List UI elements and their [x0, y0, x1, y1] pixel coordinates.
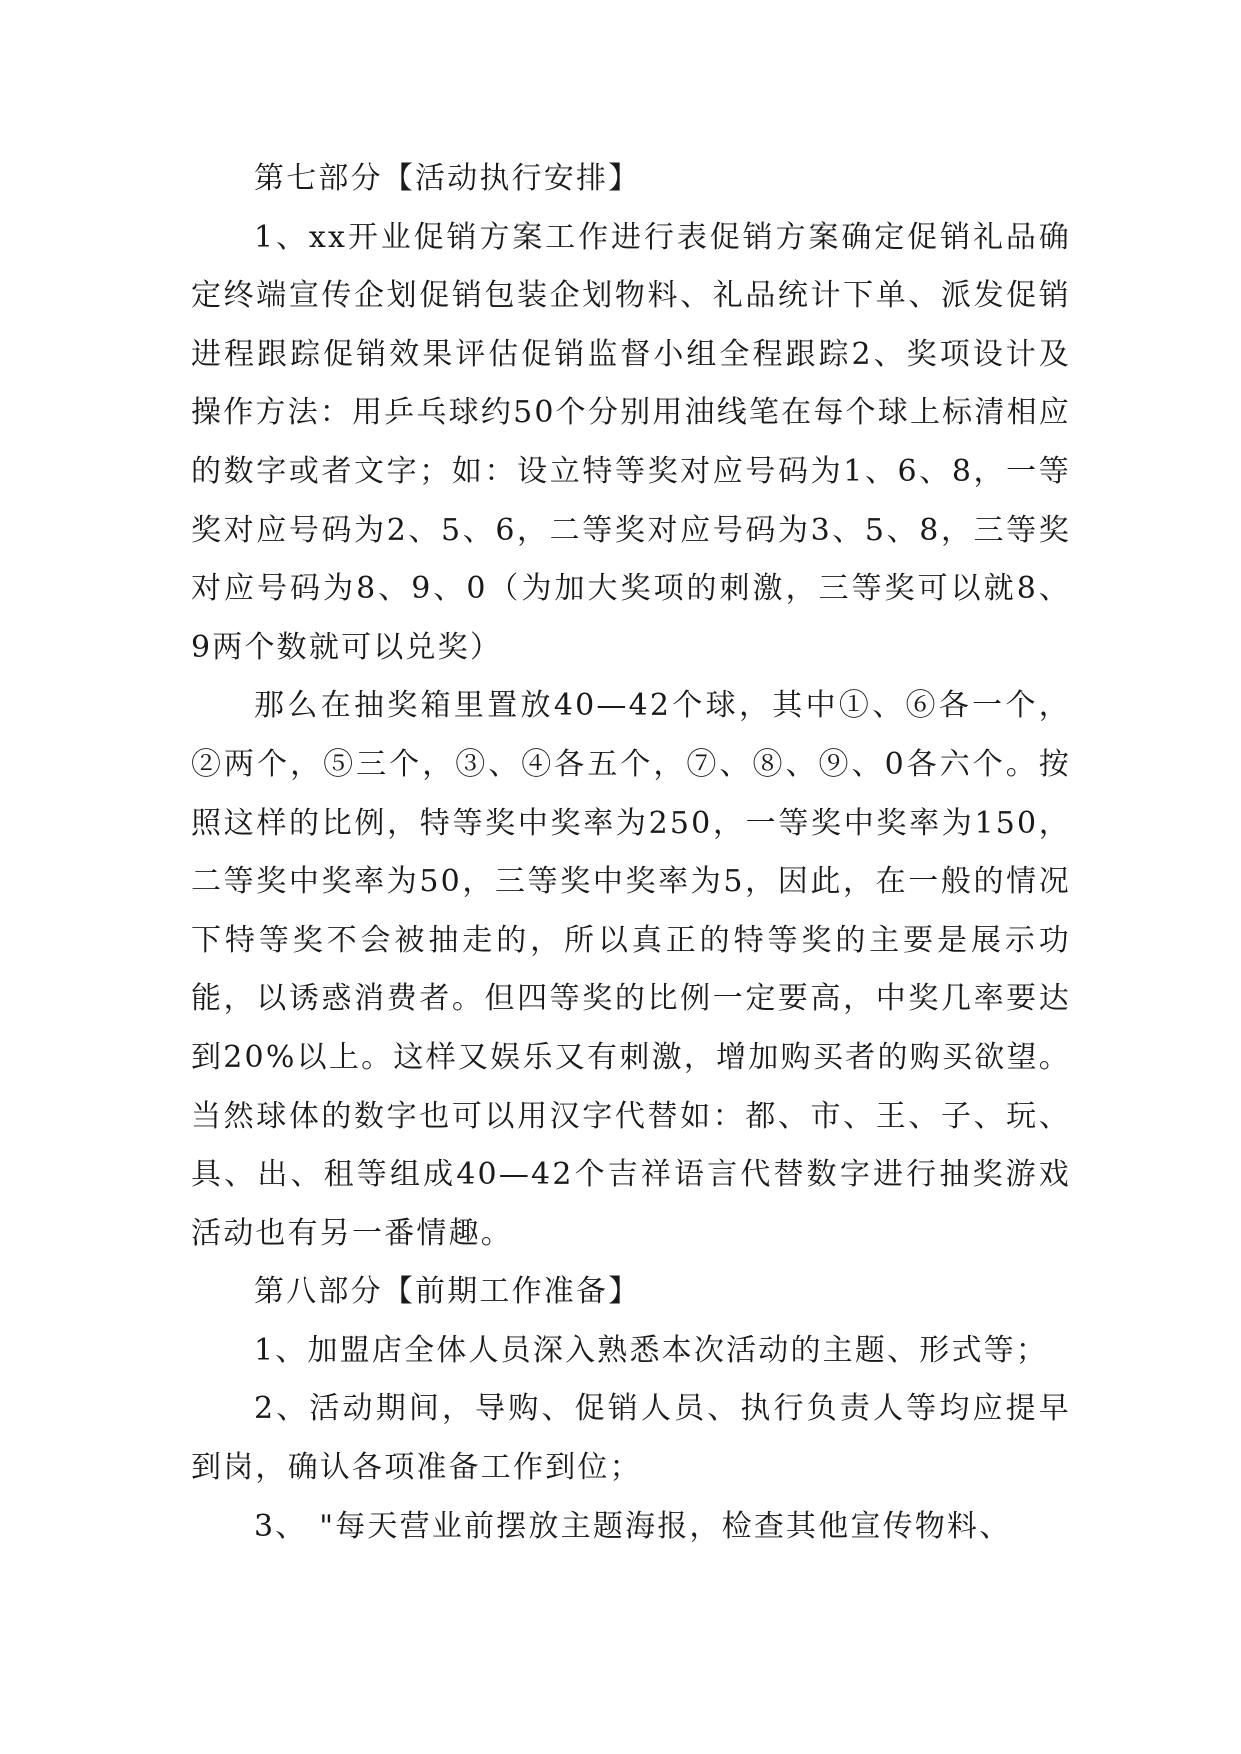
section-heading-part-7: 第七部分【活动执行安排】 [254, 161, 641, 196]
list-item-1: 1、加盟店全体人员深入熟悉本次活动的主题、形式等； [254, 1332, 1049, 1368]
list-item-3: 3、 "每天营业前摆放主题海报，检查其他宣传物料、 [254, 1508, 1012, 1544]
list-item-2: 2、活动期间，导购、促销人员、执行负责人等均应提早到岗，确认各项准备工作到位； [191, 1391, 1071, 1486]
section-heading-part-8: 第八部分【前期工作准备】 [254, 1274, 641, 1310]
paragraph-schedule-and-prize-design: 1、xx开业促销方案工作进行表促销方案确定促销礼品确定终端宣传企划促销包装企划物料、礼品统计下单、派发促销进程跟踪促销效果评估促销监督小组全程跟踪2、奖项设计及操作方法：用乒乓球约50个分别用油线笔在每个球上标清相应的数字或者文字；如：设立特等奖对应号码为1、6、8，一等奖对应号码为2、5、6，二等奖对应号码为3、5、8，三等奖对应号码为8、9、0（为加大奖项的刺激，三等奖可以就8、 9两个数就可以兑奖） [191, 219, 1071, 665]
document-body [191, 150, 1071, 1556]
paragraph-lottery-ratio: 那么在抽奖箱里置放40—42个球，其中①、⑥各一个，②两个，⑤三个，③、④各五个，⑦、⑧、⑨、0各六个。按照这样的比例，特等奖中奖率为250，一等奖中奖率为150，二等奖中奖率为50，三等奖中奖率为5，因此，在一般的情况下特等奖不会被抽走的，所以真正的特等奖的主要是展示功能，以诱惑消费者。但四等奖的比例一定要高，中奖几率要达到20%以上。这样又娱乐又有刺激，增加购买者的购买欲望。当然球体的数字也可以用汉字代替如：都、市、王、子、玩、具、出、租等组成40—42个吉祥语言代替数字进行抽奖游戏活动也有另一番情趣。 [191, 688, 1071, 1251]
